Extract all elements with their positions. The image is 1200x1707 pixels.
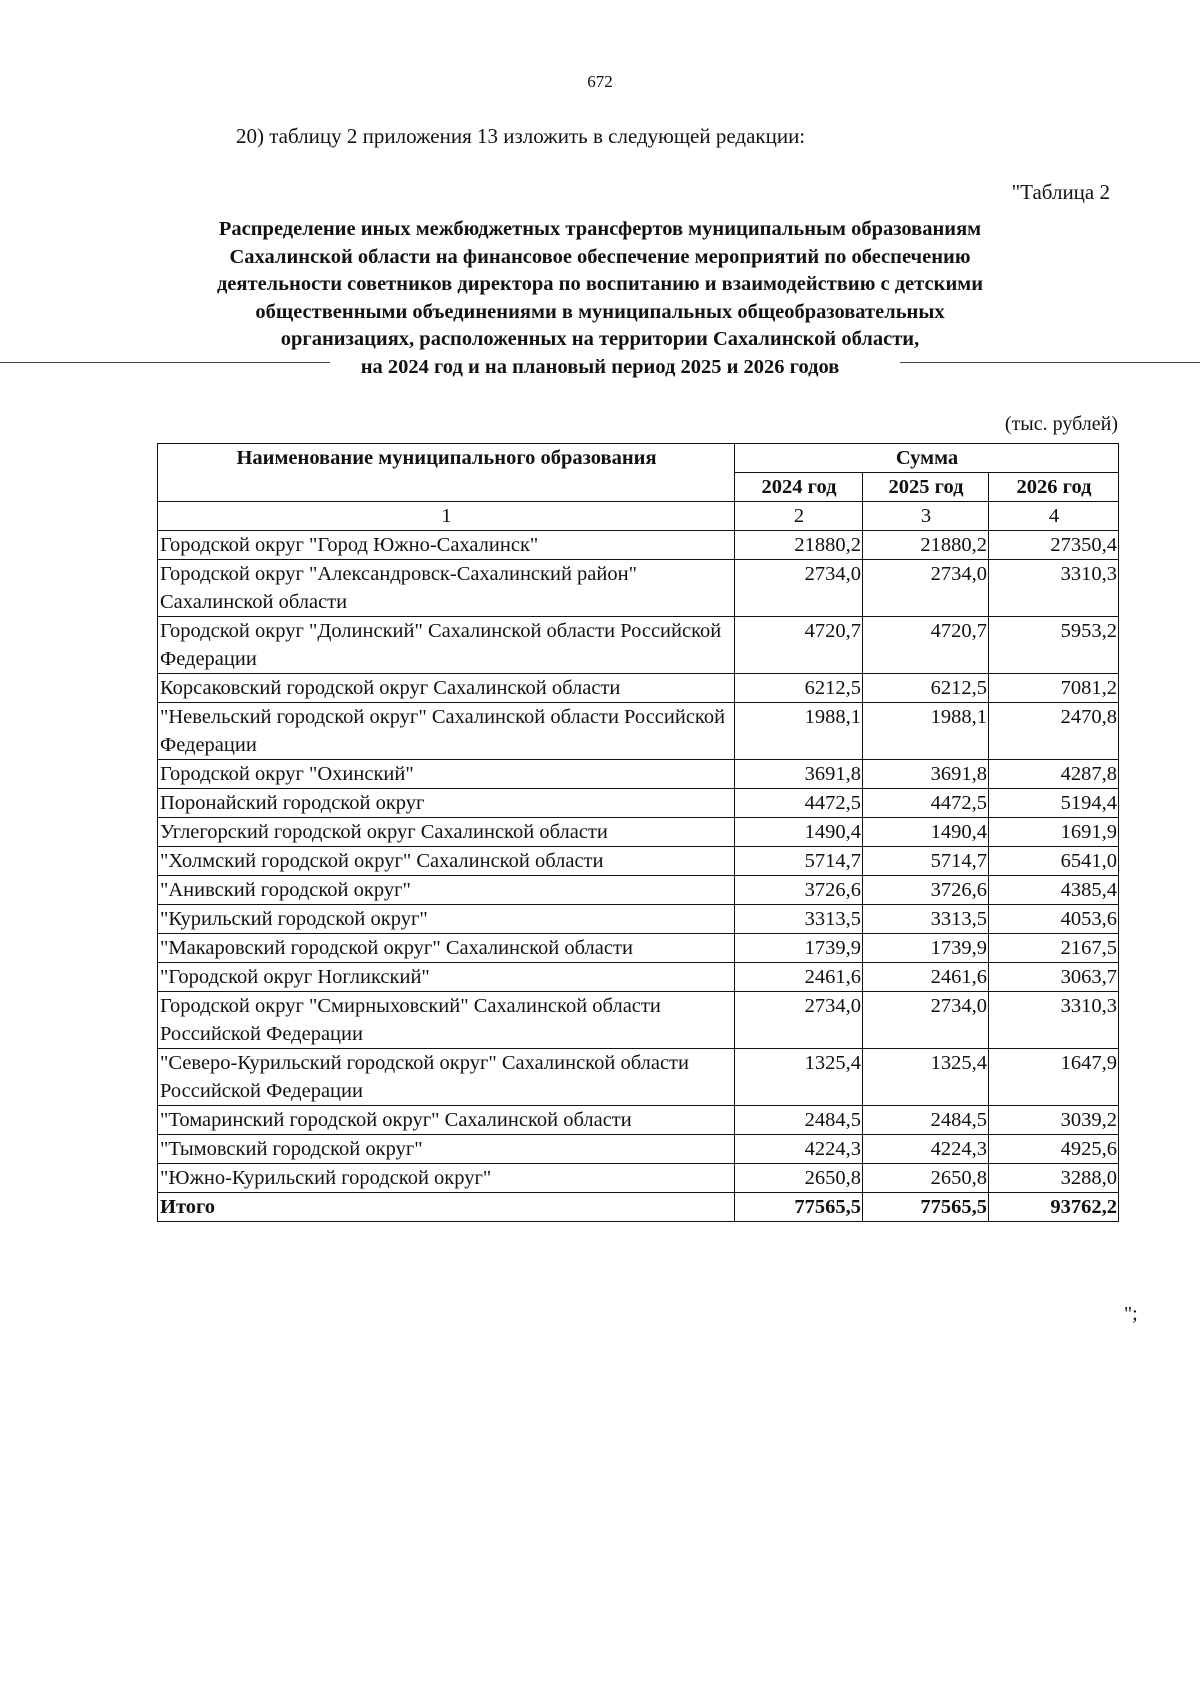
table-row — [158, 1164, 1119, 1193]
value-2024: 3726,6 — [735, 876, 863, 905]
municipality-name: "Макаровский городской округ" Сахалинской области — [158, 934, 735, 963]
value-2025: 2484,5 — [863, 1106, 989, 1135]
table-row — [158, 560, 1119, 617]
value-2024: 5714,7 — [735, 847, 863, 876]
value-2025: 1325,4 — [863, 1049, 989, 1106]
table-row — [158, 1135, 1119, 1164]
value-2025: 4472,5 — [863, 789, 989, 818]
value-2025: 1988,1 — [863, 703, 989, 760]
value-2024: 2461,6 — [735, 963, 863, 992]
total-2026: 93762,2 — [989, 1193, 1119, 1222]
table-row — [158, 847, 1119, 876]
value-2026: 2167,5 — [989, 934, 1119, 963]
title-line: общественными объединениями в муниципальных общеобразовательных — [255, 300, 945, 323]
municipality-name: "Тымовский городской округ" — [158, 1135, 735, 1164]
value-2024: 2484,5 — [735, 1106, 863, 1135]
municipality-name: Городской округ "Охинский" — [158, 760, 735, 789]
value-2025: 4720,7 — [863, 617, 989, 674]
units-label: (тыс. рублей) — [1004, 413, 1118, 435]
name-column-header: Наименование муниципального образования — [158, 444, 735, 502]
value-2025: 2461,6 — [863, 963, 989, 992]
value-2025: 1739,9 — [863, 934, 989, 963]
municipality-name: Городской округ "Смирныховский" Сахалинской области Российской Федерации — [158, 992, 735, 1049]
value-2024: 3313,5 — [735, 905, 863, 934]
table-row — [158, 703, 1119, 760]
value-2026: 3310,3 — [989, 992, 1119, 1049]
total-2025: 77565,5 — [863, 1193, 989, 1222]
value-2024: 3691,8 — [735, 760, 863, 789]
municipality-name: Углегорский городской округ Сахалинской области — [158, 818, 735, 847]
municipality-name: "Холмский городской округ" Сахалинской области — [158, 847, 735, 876]
value-2025: 4224,3 — [863, 1135, 989, 1164]
table-row — [158, 1049, 1119, 1106]
municipality-name: Поронайский городской округ — [158, 789, 735, 818]
document-title — [150, 216, 1050, 381]
table-label: "Таблица 2 — [1011, 180, 1110, 204]
value-2026: 4385,4 — [989, 876, 1119, 905]
title-line: на 2024 год и на плановый период 2025 и 2026 годов — [360, 355, 840, 378]
value-2025: 2734,0 — [863, 560, 989, 617]
value-2026: 4925,6 — [989, 1135, 1119, 1164]
page-number: 672 — [587, 72, 613, 91]
value-2024: 2650,8 — [735, 1164, 863, 1193]
value-2025: 2650,8 — [863, 1164, 989, 1193]
sum-column-header: Сумма — [735, 444, 1119, 473]
value-2024: 21880,2 — [735, 531, 863, 560]
value-2024: 2734,0 — [735, 992, 863, 1049]
value-2024: 4720,7 — [735, 617, 863, 674]
value-2025: 3726,6 — [863, 876, 989, 905]
year-header-2024: 2024 год — [735, 473, 863, 502]
column-number: 4 — [989, 502, 1119, 531]
allocation-table — [157, 443, 1119, 1222]
value-2026: 6541,0 — [989, 847, 1119, 876]
closing-quote-mark: "; — [1124, 1303, 1138, 1325]
total-row — [158, 1193, 1119, 1222]
value-2024: 1739,9 — [735, 934, 863, 963]
intro-paragraph: 20) таблицу 2 приложения 13 изложить в следующей редакции: — [236, 124, 806, 148]
value-2025: 2734,0 — [863, 992, 989, 1049]
value-2026: 3310,3 — [989, 560, 1119, 617]
value-2026: 2470,8 — [989, 703, 1119, 760]
column-number: 2 — [735, 502, 863, 531]
municipality-name: "Томаринский городской округ" Сахалинской области — [158, 1106, 735, 1135]
horizontal-rule — [0, 362, 330, 363]
year-header-2025: 2025 год — [863, 473, 989, 502]
value-2024: 2734,0 — [735, 560, 863, 617]
table-row — [158, 934, 1119, 963]
year-header-2026: 2026 год — [989, 473, 1119, 502]
value-2025: 5714,7 — [863, 847, 989, 876]
municipality-name: Корсаковский городской округ Сахалинской области — [158, 674, 735, 703]
value-2025: 3691,8 — [863, 760, 989, 789]
value-2026: 5194,4 — [989, 789, 1119, 818]
municipality-name: "Курильский городской округ" — [158, 905, 735, 934]
value-2026: 4287,8 — [989, 760, 1119, 789]
total-label: Итого — [158, 1193, 735, 1222]
table-row — [158, 818, 1119, 847]
value-2024: 4472,5 — [735, 789, 863, 818]
value-2026: 4053,6 — [989, 905, 1119, 934]
title-line: Распределение иных межбюджетных трансфертов муниципальным образованиям — [218, 218, 982, 240]
value-2024: 1325,4 — [735, 1049, 863, 1106]
column-number: 1 — [158, 502, 735, 531]
table-row — [158, 789, 1119, 818]
value-2025: 1490,4 — [863, 818, 989, 847]
table-row — [158, 531, 1119, 560]
table-row — [158, 963, 1119, 992]
table-row — [158, 876, 1119, 905]
municipality-name: Городской округ "Город Южно-Сахалинск" — [158, 531, 735, 560]
municipality-name: "Невельский городской округ" Сахалинской области Российской Федерации — [158, 703, 735, 760]
title-line: Сахалинской области на финансовое обеспечение мероприятий по обеспечению — [229, 245, 971, 268]
value-2025: 6212,5 — [863, 674, 989, 703]
column-number: 3 — [863, 502, 989, 531]
municipality-name: Городской округ "Александровск-Сахалинский район" Сахалинской области — [158, 560, 735, 617]
value-2026: 3063,7 — [989, 963, 1119, 992]
title-line: организациях, расположенных на территории Сахалинской области, — [280, 328, 920, 350]
table-row — [158, 760, 1119, 789]
value-2026: 1647,9 — [989, 1049, 1119, 1106]
value-2024: 1490,4 — [735, 818, 863, 847]
municipality-name: "Южно-Курильский городской округ" — [158, 1164, 735, 1193]
value-2025: 21880,2 — [863, 531, 989, 560]
value-2026: 3039,2 — [989, 1106, 1119, 1135]
table-row — [158, 674, 1119, 703]
table-row — [158, 992, 1119, 1049]
value-2025: 3313,5 — [863, 905, 989, 934]
value-2026: 3288,0 — [989, 1164, 1119, 1193]
municipality-name: Городской округ "Долинский" Сахалинской области Российской Федерации — [158, 617, 735, 674]
municipality-name: "Анивский городской округ" — [158, 876, 735, 905]
value-2026: 27350,4 — [989, 531, 1119, 560]
value-2026: 1691,9 — [989, 818, 1119, 847]
horizontal-rule — [900, 362, 1200, 363]
table-row — [158, 1106, 1119, 1135]
table-row — [158, 617, 1119, 674]
value-2024: 6212,5 — [735, 674, 863, 703]
title-line: деятельности советников директора по воспитанию и взаимодействию с детскими — [216, 273, 984, 295]
municipality-name: "Северо-Курильский городской округ" Сахалинской области Российской Федерации — [158, 1049, 735, 1106]
value-2026: 7081,2 — [989, 674, 1119, 703]
municipality-name: "Городской округ Ногликский" — [158, 963, 735, 992]
total-2024: 77565,5 — [735, 1193, 863, 1222]
value-2024: 4224,3 — [735, 1135, 863, 1164]
table-row — [158, 905, 1119, 934]
value-2024: 1988,1 — [735, 703, 863, 760]
value-2026: 5953,2 — [989, 617, 1119, 674]
